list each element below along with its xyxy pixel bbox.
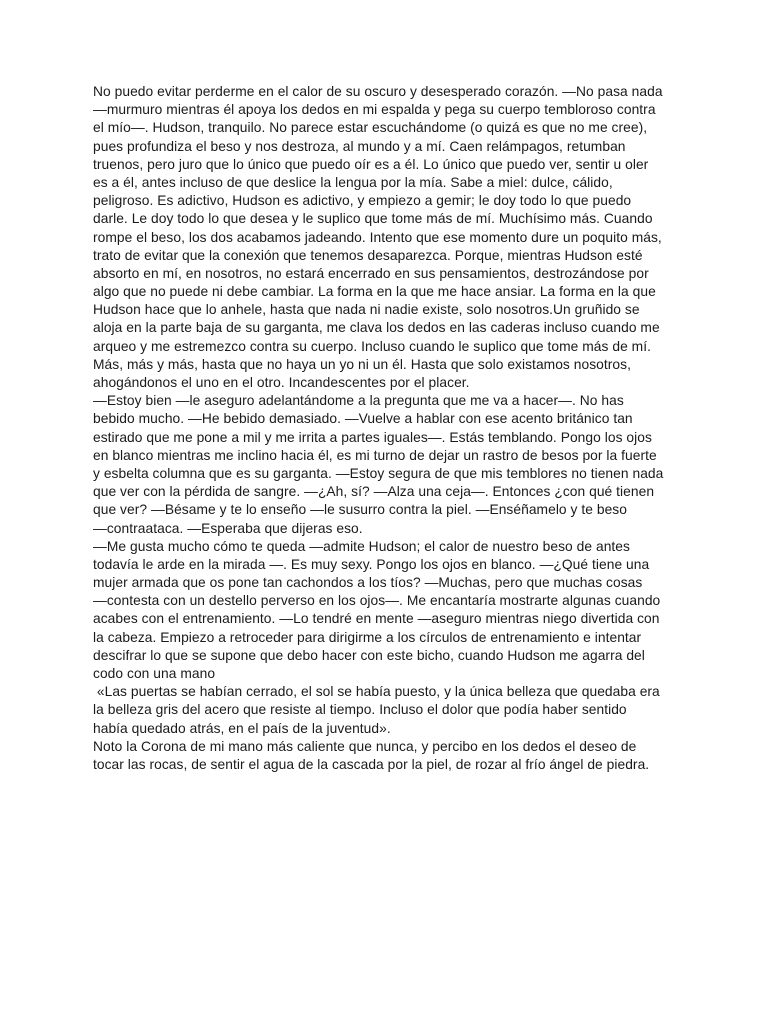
text-line: algo que no puede ni debe cambiar. La forma en la que me hace ansiar. La forma en la que xyxy=(93,284,656,300)
text-line: la cabeza. Empiezo a retroceder para dirigirme a los círculos de entrenamiento e intentar xyxy=(93,629,642,645)
text-line: descifrar lo que se supone que debo hacer con este bicho, cuando Hudson me agarra del xyxy=(93,647,645,663)
text-line: Noto la Corona de mi mano más caliente que nunca, y percibo en los dedos el deseo de xyxy=(93,738,637,754)
text-line: —Estoy bien —le aseguro adelantándome a la pregunta que me va a hacer—. No has xyxy=(93,393,624,409)
text-line: No puedo evitar perderme en el calor de su oscuro y desesperado corazón. —No pasa nada xyxy=(93,84,663,99)
text-line: bebido mucho. —He bebido demasiado. —Vuelve a hablar con ese acento británico tan xyxy=(93,411,633,427)
text-line: es a él, antes incluso de que deslice la lengua por la mía. Sabe a miel: dulce, cálido, xyxy=(93,174,613,190)
quote-line: había quedado atrás, en el país de la juventud». xyxy=(93,720,391,736)
text-line: —Me gusta mucho cómo te queda —admite Hudson; el calor de nuestro beso de antes xyxy=(93,538,630,554)
text-line: pues profundiza el beso y nos destroza, al mundo y a mí. Caen relámpagos, retumban xyxy=(93,138,626,154)
text-line: el mío—. Hudson, tranquilo. No parece estar escuchándome (o quizá es que no me cree), xyxy=(93,120,648,136)
text-line: todavía le arde en la mirada —. Es muy sexy. Pongo los ojos en blanco. —¿Qué tiene una xyxy=(93,556,650,572)
text-line: mujer armada que os pone tan cachondos a los tíos? —Muchas, pero que muchas cosas xyxy=(93,575,643,591)
text-line: estirado que me pone a mil y me irrita a partes iguales—. Estás temblando. Pongo los ojos xyxy=(93,429,652,445)
text-line: y esbelta columna que es su garganta. —Estoy segura de que mis temblores no tienen nada xyxy=(93,465,664,481)
text-line: absorto en mí, en nosotros, no estará encerrado en sus pensamientos, destrozándose por xyxy=(93,265,649,281)
quote-line: «Las puertas se habían cerrado, el sol se había puesto, y la única belleza que quedaba era xyxy=(93,684,660,700)
text-line: —murmuro mientras él apoya los dedos en mi espalda y pega su cuerpo tembloroso contra xyxy=(93,102,656,118)
text-line: codo con una mano xyxy=(93,666,216,681)
text-line: que ver con la pérdida de sangre. —¿Ah, sí? —Alza una ceja—. Entonces ¿con qué tienen xyxy=(93,484,655,500)
text-line: aloja en la parte baja de su garganta, me clava los dedos en las caderas incluso cuando me xyxy=(93,320,660,336)
body-text xyxy=(93,83,683,774)
text-line: —contraataca. —Esperaba que dijeras eso. xyxy=(93,520,363,536)
text-line: rompe el beso, los dos acabamos jadeando. Intento que ese momento dure un poquito más, xyxy=(93,229,662,245)
text-line: Hudson hace que lo anhele, hasta que nada ni nadie existe, solo nosotros.Un gruñido se xyxy=(93,302,640,318)
text-line: trato de evitar que la conexión que tenemos desaparezca. Porque, mientras Hudson esté xyxy=(93,247,643,263)
quote-line: la belleza gris del acero que resiste al tiempo. Incluso el dolor que podía haber sentido xyxy=(93,702,627,718)
text-line: Más, más y más, hasta que no haya un yo ni un él. Hasta que solo existamos nosotros, xyxy=(93,356,631,372)
text-line: truenos, pero juro que lo único que puedo oír es a él. Lo único que puedo ver, sentir u oler xyxy=(93,156,649,172)
text-line: acabes con el entrenamiento. —Lo tendré en mente —aseguro mientras niego divertida con xyxy=(93,611,660,627)
text-line: que ver? —Bésame y te lo enseño —le susurro contra la piel. —Enséñamelo y te beso xyxy=(93,502,627,518)
text-line: en blanco mientras me inclino hacia él, es mi turno de dejar un rastro de besos por la fuerte xyxy=(93,447,657,463)
text-line: darle. Le doy todo lo que desea y le suplico que tome más de mí. Muchísimo más. Cuando xyxy=(93,211,653,227)
text-line: ahogándonos el uno en el otro. Incandescentes por el placer. xyxy=(93,375,470,390)
text-line: peligroso. Es adictivo, Hudson es adictivo, y empiezo a gemir; le doy todo lo que puedo xyxy=(93,193,632,209)
text-line: arqueo y me estremezco contra su cuerpo. Incluso cuando le suplico que tome más de mí. xyxy=(93,338,651,354)
text-line: —contesta con un destello perverso en los ojos—. Me encantaría mostrarte algunas cuando xyxy=(93,593,661,609)
text-line: tocar las rocas, de sentir el agua de la cascada por la piel, de rozar al frío ángel de piedra. xyxy=(93,756,650,772)
